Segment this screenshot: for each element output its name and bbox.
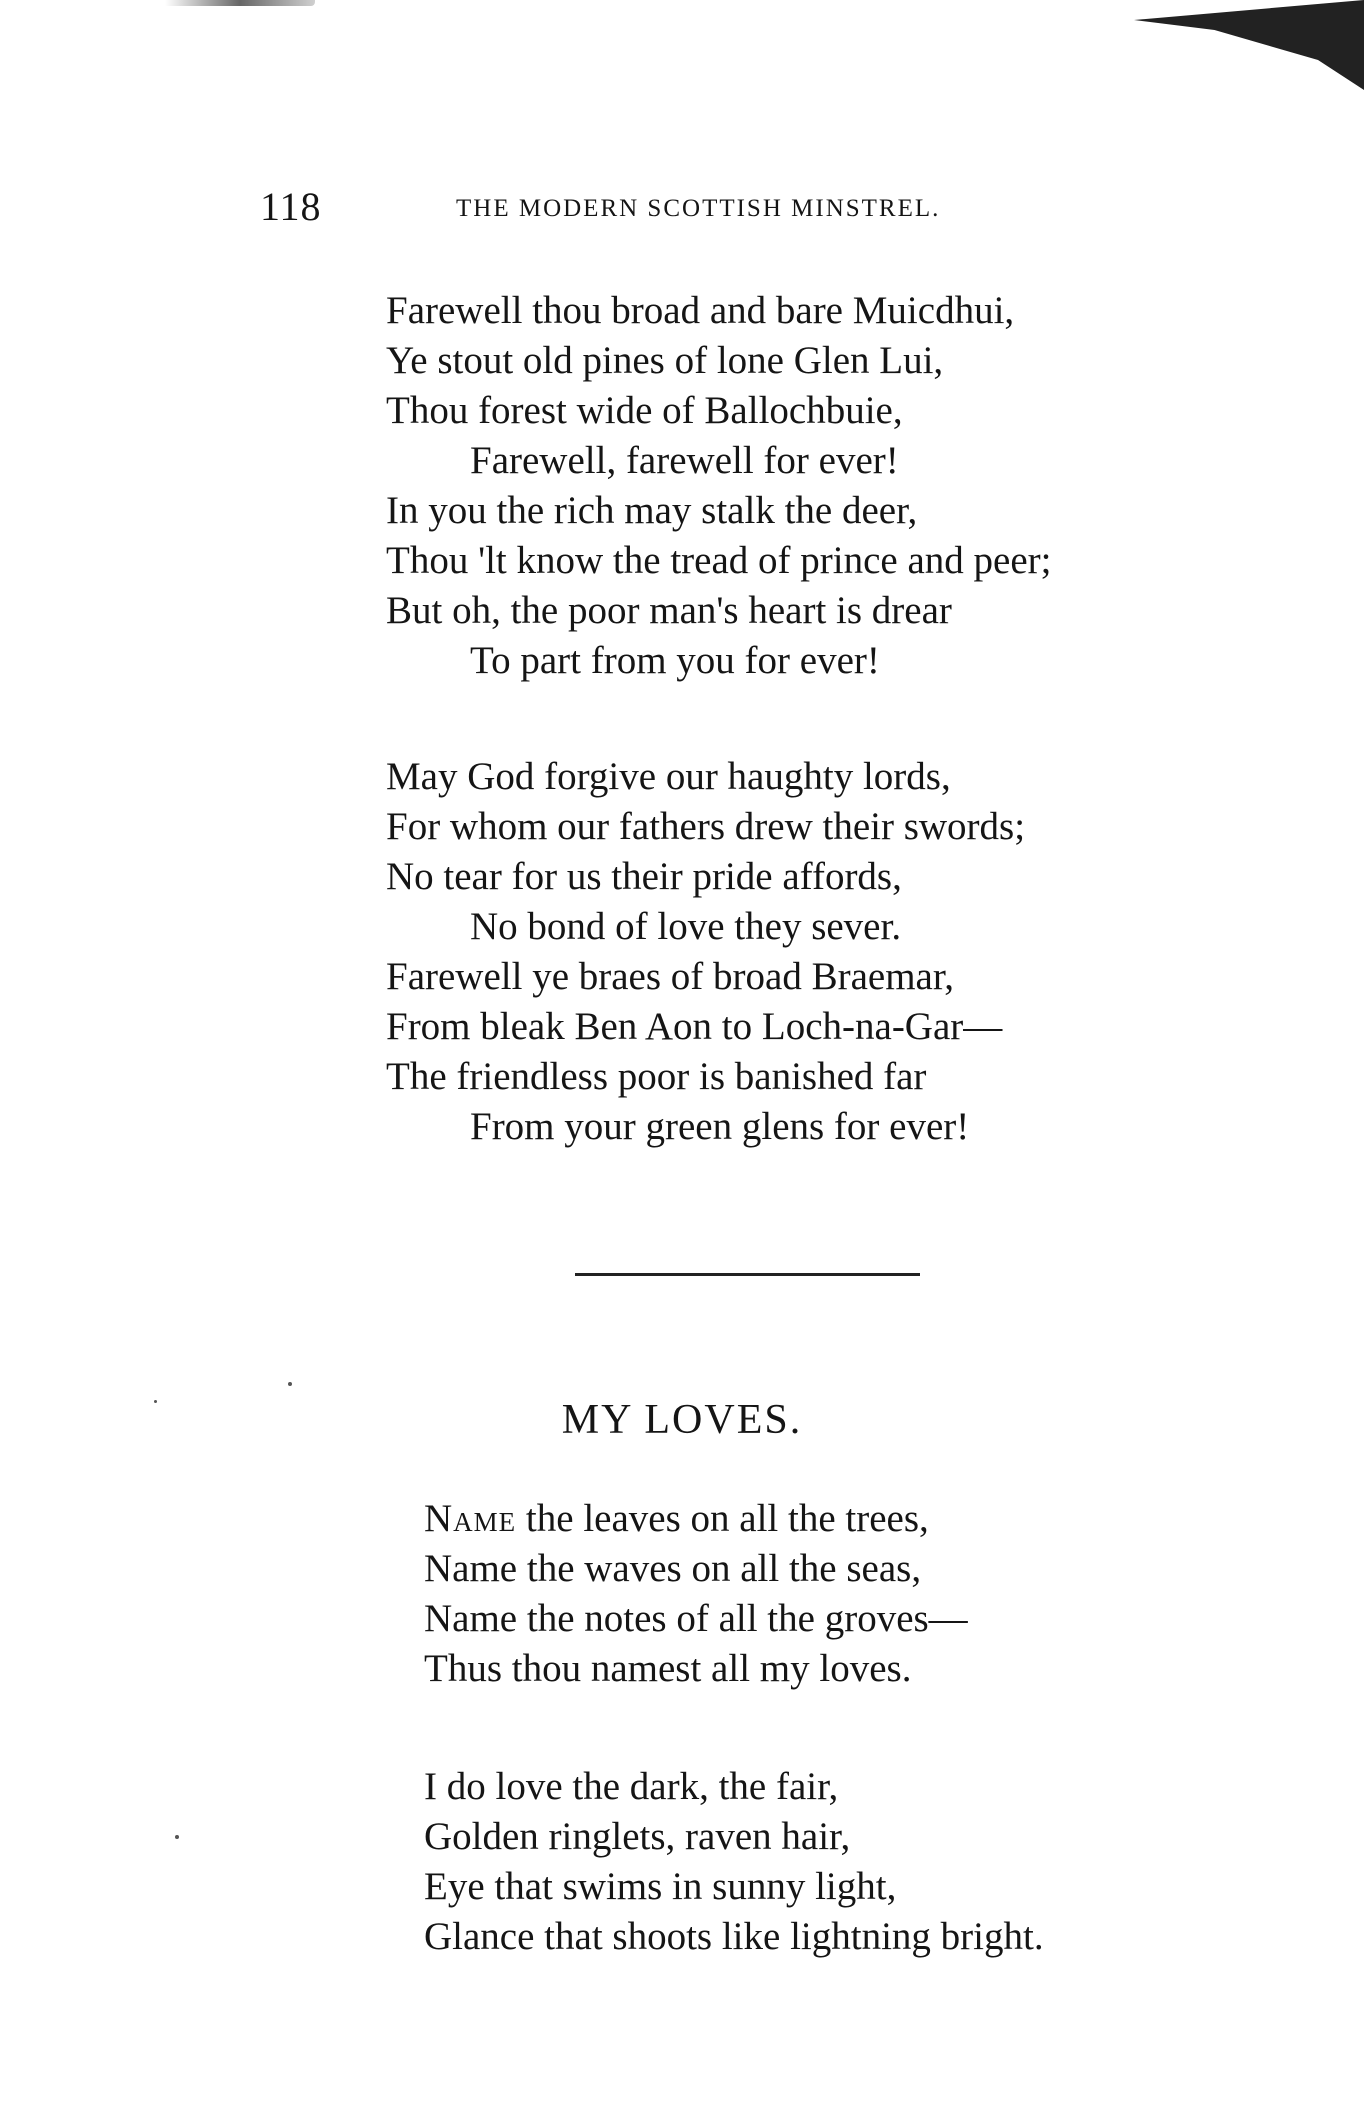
poem-title: MY LOVES. [561, 1397, 803, 1443]
page-number: 118 [260, 184, 322, 229]
scan-artifact-top-right [1134, 0, 1364, 90]
poem-line-opening [424, 1494, 1144, 1544]
poem-line: Farewell thou broad and bare Muicdhui, [386, 289, 1015, 332]
poem-stanza [386, 286, 1166, 686]
poem-stanza [424, 1494, 1144, 1694]
poem-line: Name the notes of all the groves— [424, 1597, 968, 1640]
poem-line: Golden ringlets, raven hair, [424, 1815, 851, 1858]
poem-line: Thou forest wide of Ballochbuie, [386, 389, 903, 432]
poem-line: Eye that swims in sunny light, [424, 1865, 897, 1908]
poem-line: Farewell ye braes of broad Braemar, [386, 955, 955, 998]
poem-line-refrain: To part from you for ever! [470, 639, 880, 682]
poem-line: Name the waves on all the seas, [424, 1547, 922, 1590]
poem-line: But oh, the poor man's heart is drear [386, 589, 952, 632]
poem-line: For whom our fathers drew their swords; [386, 805, 1026, 848]
poem-stanza [386, 752, 1166, 1152]
poem-line: I do love the dark, the fair, [424, 1765, 839, 1808]
poem-line: May God forgive our haughty lords, [386, 755, 951, 798]
poem-line: No tear for us their pride affords, [386, 855, 902, 898]
poem-line: From bleak Ben Aon to Loch-na-Gar— [386, 1005, 1003, 1048]
poem-line-refrain: No bond of love they sever. [470, 905, 902, 948]
poem-stanza [424, 1762, 1144, 1962]
poem-line-refrain: Farewell, farewell for ever! [470, 439, 899, 482]
poem-line: Glance that shoots like lightning bright. [424, 1915, 1044, 1958]
scan-speck [154, 1400, 157, 1403]
section-divider [575, 1273, 920, 1276]
scan-artifact-top-left [165, 0, 315, 6]
page-header [260, 183, 1060, 233]
poem-line: Ye stout old pines of lone Glen Lui, [386, 339, 944, 382]
opening-word: Name [424, 1497, 517, 1540]
poem-line: Thus thou namest all my loves. [424, 1647, 912, 1690]
scan-speck [288, 1382, 292, 1386]
poem-line-refrain: From your green glens for ever! [470, 1105, 970, 1148]
poem-line: In you the rich may stalk the deer, [386, 489, 918, 532]
running-title: THE MODERN SCOTTISH MINSTREL. [456, 195, 941, 222]
scan-speck [175, 1835, 179, 1839]
poem-line: The friendless poor is banished far [386, 1055, 927, 1098]
opening-line-rest: the leaves on all the trees, [516, 1497, 929, 1540]
poem-line: Thou 'lt know the tread of prince and peer; [386, 539, 1052, 582]
